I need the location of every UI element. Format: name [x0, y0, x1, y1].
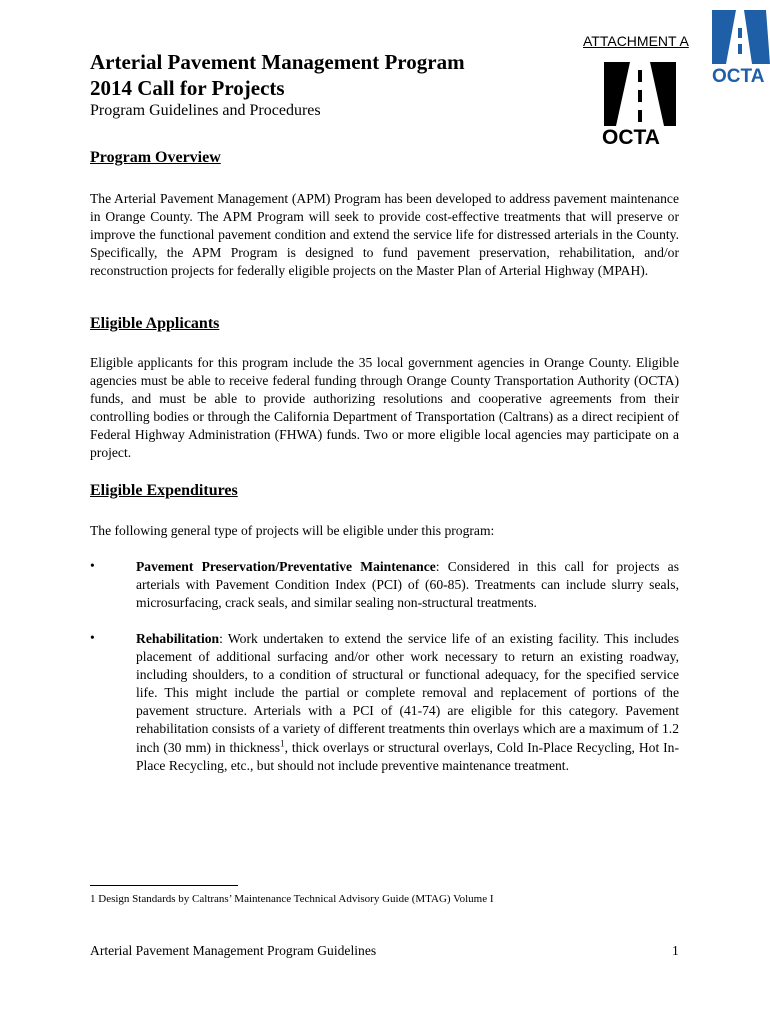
- list-item-rehabilitation: [136, 630, 679, 775]
- program-overview-paragraph: The Arterial Pavement Management (APM) Program has been developed to address pavement maintenance in Orange County. The APM Program will seek to provide cost-effective treatments that will preserve or improve the functional pavement condition and extend the service life for distressed arterials in the County. Specifically, the APM Program is designed to fund pavement preservation, rehabilitation, and/or reconstruction projects for federally eligible projects on the Master Plan of Arterial Highway (MPAH).: [90, 191, 679, 279]
- eligible-applicants-paragraph: Eligible applicants for this program include the 35 local government agencies in Orange County. Eligible agencies must be able to receive federal funding through Orange County Transportation Authority (OCTA) funds, and must be able to provide authorizing resolutions and cooperative agreements from their controlling bodies or through the California Department of Transportation (Caltrans) as a direct recipient of Federal Highway Administration (FHWA) funds. Two or more eligible local agencies may participate on a project.: [90, 355, 679, 461]
- logo-wordmark: OCTA: [602, 126, 660, 149]
- octa-logo: [600, 62, 680, 148]
- heading-eligible-applicants: Eligible Applicants: [90, 315, 220, 332]
- corner-logo-wordmark: OCTA: [712, 66, 765, 87]
- document-subtitle: Program Guidelines and Procedures: [90, 102, 321, 119]
- list-item-text-continued: , thick overlays or structural overlays, Cold In-Place Recycling, Hot In-Place Recycling, etc., but should not include preventive maintenance treatment.: [136, 739, 679, 773]
- document-title-line1: Arterial Pavement Management Program: [90, 50, 465, 74]
- list-item-preservation: [136, 558, 679, 612]
- document-title-line2: 2014 Call for Projects: [90, 76, 285, 100]
- footer-title: Arterial Pavement Management Program Guidelines: [90, 943, 377, 958]
- footnote-reference[interactable]: 1: [280, 738, 285, 749]
- footnote-divider: [90, 885, 238, 886]
- octa-corner-logo: [708, 8, 770, 88]
- list-item-text: : Work undertaken to extend the service life of an existing facility. This includes placement of additional surfacing and/or other work necessary to return an existing roadway, including shoulders, to a condition of structural or functional adequacy, for the specified service life. This might include the partial or complete removal and replacement of portions of the pavement structure. Arterials with a PCI of (41-74) are eligible for this category. Pavement rehabilitation consists of a variety of different treatments thin overlays which are a maximum of 1.2 inch (30 mm) in thickness: [136, 631, 679, 755]
- heading-program-overview: Program Overview: [90, 149, 221, 166]
- attachment-label: ATTACHMENT A: [583, 33, 689, 49]
- heading-eligible-expenditures: Eligible Expenditures: [90, 482, 238, 499]
- list-item-term: Pavement Preservation/Preventative Maintenance: [136, 559, 436, 574]
- page-number: 1: [672, 943, 679, 958]
- bullet-marker: •: [90, 630, 95, 645]
- footnote: 1 Design Standards by Caltrans’ Maintenance Technical Advisory Guide (MTAG) Volume I: [90, 893, 494, 905]
- bullet-marker: •: [90, 558, 95, 573]
- list-item-text: : Considered in this call for projects as arterials with Pavement Condition Index (PCI) of (60-85). Treatments can include slurry seals, microsurfacing, crack seals, and similar sealing non-structural treatments.: [136, 559, 679, 611]
- eligible-expenditures-intro: The following general type of projects will be eligible under this program:: [90, 523, 495, 538]
- list-item-term: Rehabilitation: [136, 631, 220, 646]
